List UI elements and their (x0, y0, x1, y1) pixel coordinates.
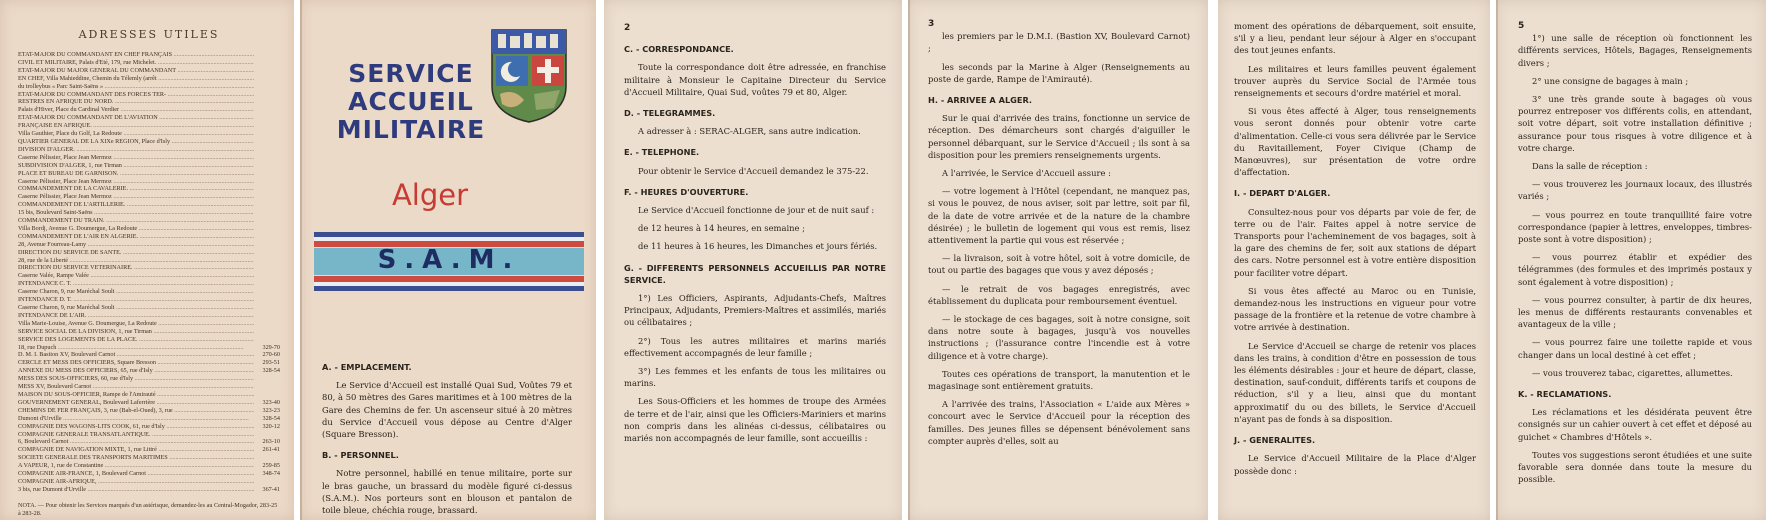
phone-number (254, 454, 280, 462)
address-text: D. M. I. Bastion XV, Boulevard Carnot ..... (18, 351, 254, 359)
phone-number (254, 280, 280, 288)
address-text: ETAT-MAJOR DU COMMANDANT DES FORCES TER- ..... (18, 91, 254, 99)
phone-number (254, 114, 280, 122)
useful-addresses-panel (0, 0, 294, 520)
paragraph: Consultez-nous pour vos départs par voie de fer, de terre ou de l'air. Faites appel à notre service de Transports pour l'acheminement de vos bagages, soit à la gare des chemins de fer, soit aux stations de départ des cars. Notre personnel est à votre entière disposition pour faciliter votre départ. (1234, 206, 1476, 278)
phone-number (254, 185, 280, 193)
address-text: Caserne Pélissier, Place Jean Mermoz ..... (18, 154, 254, 162)
address-text: Caserne Pélissier, Place Jean Mermoz ..... (18, 193, 254, 201)
address-text: SUBDIVISION D'ALGER, 1, rue Tirman ..... (18, 162, 254, 170)
section-heading: I. - DEPART D'ALGER. (1234, 188, 1331, 199)
address-row (18, 336, 280, 344)
paragraph: — vous pourrez faire une toilette rapide et vous changer dans un local destiné à cet effet ; (1518, 337, 1752, 360)
phone-number (254, 106, 280, 114)
phone-number (254, 91, 280, 99)
phone-number: 367-41 (262, 485, 280, 493)
address-row (18, 407, 280, 415)
phone-number (254, 138, 280, 146)
phone-number (254, 375, 280, 383)
phone-number (254, 233, 280, 241)
fold-line (300, 0, 302, 520)
cover-panel (300, 0, 596, 520)
fold-line (1496, 0, 1498, 520)
address-text: Caserne Charon, 9, rue Maréchal Soult ..... (18, 288, 254, 296)
page-3-body (928, 30, 1190, 447)
address-text: INTENDANCE C. T. ..... (18, 280, 254, 288)
phone-number (254, 217, 280, 225)
page-3 (908, 0, 1208, 520)
address-row (18, 233, 280, 241)
paragraph: 2° une consigne de bagages à main ; (1532, 75, 1689, 86)
address-text: GOUVERNEMENT GENERAL, Boulevard Laferrière ..... (18, 399, 254, 407)
address-text: MESS XV, Boulevard Carnot ..... (18, 383, 254, 391)
paragraph: 2°) Tous les autres militaires et marins mariés effectivement accompagnés de leur famille ; (624, 335, 886, 358)
page-2 (604, 0, 902, 520)
phone-number: 329-70 (262, 343, 280, 351)
address-text: COMPAGNIE GENERALE TRANSATLANTIQUE. ..... (18, 431, 254, 439)
page-number: 5 (1518, 21, 1525, 31)
paragraph: les seconds par la Marine à Alger (Renseignements au poste de garde, Rampe de l'Amirauté). (928, 61, 1190, 84)
paragraph: A l'arrivée des trains, l'Association « L'aide aux Mères » concourt avec le Service d'Accueil pour la réception des familles. Des jeunes filles se dépensent bénévolement sans compter auprès d'elles, soit au (928, 399, 1190, 446)
paragraph: — le retrait de vos bagages enregistrés, avec établissement du duplicata pour remboursement éventuel. (928, 283, 1190, 306)
paragraph: Les Sous-Officiers et les hommes de troupe des Armées de terre et de l'air, ainsi que les Officiers-Mariniers et marins non compris dans les alinéas ci-dessus, célibataires ou mariés non accompagnés de leur famille, sont accueillis : (624, 396, 886, 444)
phone-number (254, 431, 280, 439)
section-heading: H. - ARRIVEE A ALGER. (928, 95, 1033, 106)
address-text: Villa Marie-Louise, Avenue G. Doumergue, La Redoute ..... (18, 320, 254, 328)
address-text: 28, rue de la Liberté ..... (18, 257, 254, 265)
address-row (18, 83, 280, 91)
phone-number (254, 272, 280, 280)
address-text: Villa Gauthier, Place du Golf, La Redoute ..... (18, 130, 254, 138)
paragraph: Toutes ces opérations de transport, la manutention et le magasinage sont entièrement gratuits. (928, 368, 1190, 392)
address-row (18, 75, 280, 83)
section-heading: G. - DIFFERENTS PERSONNELS ACCUEILLIS PAR NOTRE SERVICE. (624, 262, 886, 285)
address-row (18, 399, 280, 407)
paragraph: de 12 heures à 14 heures, en semaine ; (638, 223, 805, 234)
address-row (18, 67, 280, 75)
address-row (18, 344, 280, 352)
phone-number: 348-74 (262, 470, 280, 478)
address-text: CHEMINS DE FER FRANÇAIS, 3, rue (Bab-el-Oued), 3, rue ..... (18, 407, 254, 415)
phone-number (254, 59, 280, 67)
section-heading: D. - TELEGRAMMES. (624, 108, 716, 119)
paragraph: — vous pourrez consulter, à partir de dix heures, les menus de différents restaurants convenables et avantageux de la ville ; (1518, 294, 1752, 330)
paragraph: Le Service d'Accueil fonctionne de jour et de nuit sauf : (638, 205, 875, 216)
section-heading: B. - PERSONNEL. (322, 450, 399, 461)
address-row (18, 462, 280, 470)
phone-number (254, 154, 280, 162)
phone-number: 323-23 (262, 406, 280, 414)
address-row (18, 478, 280, 486)
outer-spread-scan (0, 0, 596, 520)
inner-spread-scan-2 (1218, 0, 1766, 520)
address-text: Caserne Charon, 9, rue Maréchal Soult ..... (18, 304, 254, 312)
section-heading: J. - GENERALITES. (1234, 435, 1316, 446)
page-number: 3 (928, 19, 935, 29)
paragraph: — vous pourrez en toute tranquillité faire votre correspondance (papier à lettres, enveloppes, timbres-poste sont à votre disposition) ; (1518, 209, 1752, 245)
phone-number (254, 67, 280, 75)
address-row (18, 359, 280, 367)
addresses-note: NOTA. — Pour obtenir les Services marqués d'un astérisque, demandez-les au Central-Mogador, 283-25 à 283-28. (18, 501, 278, 517)
paragraph: — vous trouverez les journaux locaux, des illustrés variés ; (1518, 179, 1752, 202)
paragraph: Les militaires et leurs familles peuvent également trouver auprès du Service Social de l'Armée tous renseignements et secours d'ordre matériel et moral. (1234, 63, 1476, 99)
phone-number (254, 225, 280, 233)
address-text: COMMANDEMENT DE LA CAVALERIE. ..... (18, 185, 254, 193)
address-row (18, 217, 280, 225)
phone-number (254, 304, 280, 312)
address-row (18, 59, 280, 67)
address-row (18, 225, 280, 233)
address-text: INTENDANCE DE L'AIR. ..... (18, 312, 254, 320)
address-text: 18, rue Dupuch ..... (18, 344, 254, 352)
address-text: COMPAGNIE AIR-AFRIQUE, ..... (18, 478, 254, 486)
paragraph: — le stockage de ces bagages, soit à notre consigne, soit dans notre soute à bagages, jusqu'à vos nouvelles instructions ; (l'assurance contre l'incendie est à votre diligence et à votre charge). (928, 314, 1190, 361)
page-5-body (1518, 32, 1752, 485)
address-text: Dumont d'Urville ..... (18, 415, 254, 423)
address-row (18, 209, 280, 217)
paragraph: — la livraison, soit à votre hôtel, soit à votre domicile, de tout ou partie des bagages que vous y avez déposés ; (928, 253, 1190, 276)
address-row (18, 146, 280, 154)
address-row (18, 241, 280, 249)
address-text: SOCIETE GENERALE DES TRANSPORTS MARITIMES ..... (18, 454, 254, 462)
phone-number (254, 296, 280, 304)
paragraph: Sur le quai d'arrivée des trains, fonctionne un service de réception. Des démarcheurs sont chargés d'aiguiller le personnel débarquant, sur le Service d'Accueil ; ils sont à sa disposition pour les premiers renseignements urgents. (928, 113, 1190, 160)
phone-number (254, 383, 280, 391)
address-row (18, 383, 280, 391)
address-text: COMMANDEMENT DE L'ARTILLERIE. ..... (18, 201, 254, 209)
phone-number: 261-41 (262, 446, 280, 454)
page-2-body (624, 43, 886, 444)
phone-number (254, 249, 280, 257)
fold-line (908, 0, 910, 520)
paragraph: les premiers par le D.M.I. (Bastion XV, Boulevard Carnot) ; (928, 31, 1190, 54)
phone-number (254, 478, 280, 486)
phone-number: 263-10 (262, 438, 280, 446)
address-text: COMMANDEMENT DU TRAIN. ..... (18, 217, 254, 225)
phone-number (254, 336, 280, 344)
section-heading: K. - RECLAMATIONS. (1518, 389, 1612, 400)
address-row (18, 486, 280, 494)
address-row (18, 264, 280, 272)
paragraph: — vous pourrez établir et expédier des télégrammes (des formules et des imprimés postaux y sont également à votre disposition) ; (1518, 252, 1752, 287)
paragraph: Si vous êtes affecté à Alger, tous renseignements vous seront donnés pour obtenir votre carte d'alimentation. Celle-ci vous sera délivrée par le Service du Ravitaillement, Foyer Civique (Champ de Manœuvres), sur présentation de votre ordre d'affectation. (1234, 106, 1476, 178)
phone-number: 320-12 (262, 422, 280, 430)
address-text: COMMANDEMENT DE L'AIR EN ALGERIE. ..... (18, 233, 254, 241)
city-name: Alger (391, 178, 469, 212)
address-row (18, 272, 280, 280)
paragraph: Toutes vos suggestions seront étudiées et une suite favorable sera donnée dans toute la mesure du possible. (1518, 449, 1752, 485)
address-row (18, 304, 280, 312)
algiers-coat-of-arms-icon (490, 28, 568, 124)
address-text: DIVISION D'ALGER. ..... (18, 146, 254, 154)
phone-number (254, 241, 280, 249)
cover-title-line-3: MILITAIRE (336, 115, 486, 144)
phone-number (254, 320, 280, 328)
address-text: CIVIL ET MILITAIRE, Palais d'Eté, 179, rue Michelet. ..... (18, 59, 254, 67)
page-4 (1218, 0, 1490, 520)
paragraph: 1°) Les Officiers, Aspirants, Adjudants-Chefs, Maîtres Principaux, Adjudants, Premiers-Maîtres et assimilés, mariés ou célibataires ; (624, 293, 886, 328)
address-text: SERVICE SOCIAL DE LA DIVISION, 1, rue Tirman ..... (18, 328, 254, 336)
address-text: 6, Boulevard Carnot ..... (18, 438, 254, 446)
address-row (18, 201, 280, 209)
section-text: Notre personnel, habillé en tenue militaire, porte sur le bras gauche, un brassard du modèle figuré ci-dessus (S.A.M.). Nos porteurs sont en blouson et pantalon de toile bleue, chéchia rouge, brassard. (322, 468, 572, 516)
page-5 (1496, 0, 1766, 520)
address-text: ETAT-MAJOR DU MAJOR GENERAL DU COMMANDANT ..... (18, 67, 254, 75)
phone-number: 259-85 (262, 462, 280, 470)
address-text: ETAT-MAJOR DU COMMANDANT DE L'AVIATION ..... (18, 114, 254, 122)
address-text: INTENDANCE D. T. ..... (18, 296, 254, 304)
paragraph: Le Service d'Accueil Militaire de la Place d'Alger possède donc : (1234, 453, 1476, 476)
phone-number (254, 178, 280, 186)
address-text: QUARTIER GENERAL DE LA XIXe REGION, Place d'Isly ..... (18, 138, 254, 146)
section-heading: A. - EMPLACEMENT. (322, 362, 412, 372)
address-text: FRANÇAISE EN AFRIQUE. ..... (18, 122, 254, 130)
phone-number (254, 130, 280, 138)
page-4-body (1234, 20, 1476, 477)
section-heading: F. - HEURES D'OUVERTURE. (624, 186, 749, 197)
address-row (18, 178, 280, 186)
phone-number: 328-54 (262, 367, 280, 375)
cover-sections (322, 352, 572, 520)
phone-number (254, 328, 280, 336)
address-text: ANNEXE DU MESS DES OFFICIERS, 65, rue d'Isly ..... (18, 367, 254, 375)
address-row (18, 438, 280, 446)
phone-number (254, 312, 280, 320)
cover-title (326, 60, 496, 144)
address-text: MESS DES SOUS-OFFICIERS, 60, rue d'Isly ..... (18, 375, 254, 383)
paragraph: A l'arrivée, le Service d'Accueil assure : (942, 168, 1111, 179)
address-text: DIRECTION DU SERVICE VETERINAIRE. ..... (18, 264, 254, 272)
phone-number: 293-51 (262, 359, 280, 367)
address-text: Caserne Pélissier, Place Jean Mermoz ..... (18, 178, 254, 186)
phone-number (254, 201, 280, 209)
address-row (18, 154, 280, 162)
address-row (18, 51, 280, 59)
phone-number (254, 264, 280, 272)
address-row (18, 375, 280, 383)
address-row (18, 454, 280, 462)
address-text: Villa Bordj, Avenue G. Doumergue, La Redoute ..... (18, 225, 254, 233)
address-text: DIRECTION DU SERVICE DE SANTE. ..... (18, 249, 254, 257)
address-row (18, 367, 280, 375)
address-text: COMPAGNIE AIR-FRANCE, 1, Boulevard Carnot ..... (18, 470, 254, 478)
address-text: ETAT-MAJOR DU COMMANDANT EN CHEF FRANÇAIS ..... (18, 51, 254, 59)
inner-spread-scan-1 (604, 0, 1208, 520)
address-row (18, 423, 280, 431)
page-number: 2 (624, 23, 631, 33)
phone-number (254, 75, 280, 83)
section-text: Le Service d'Accueil est installé Quai Sud, Voûtes 79 et 80, à 50 mètres des Gares maritimes et à 100 mètres de la Gare des Chemins de fer. Un ascenseur situé à 20 mètres du Service d'Accueil vous dépose au Centre d'Alger (Square Bresson). (322, 380, 572, 440)
address-row (18, 138, 280, 146)
phone-number (254, 146, 280, 154)
cover-title-line-1: SERVICE (348, 59, 474, 88)
paragraph: — votre logement à l'Hôtel (cependant, ne manquez pas, si vous le pouvez, de nous aviser, soit par lettre, soit par fil, de la date de votre arrivée et de la nature de la chambre désirée) ; le bulletin de logement qui vous est remis, lisez attentivement la partie qui vous est réservée ; (928, 186, 1190, 246)
phone-number (254, 209, 280, 217)
address-row (18, 470, 280, 478)
sam-acronym: S.A.M. (377, 245, 521, 275)
paragraph: Toute la correspondance doit être adressée, en franchise militaire à Monsieur le Capitaine Directeur du Service d'Accueil Militaire, Quai Sud, voûtes 79 et 80, Alger. (624, 62, 886, 97)
address-row (18, 130, 280, 138)
paragraph: Dans la salle de réception : (1532, 161, 1648, 172)
address-row (18, 122, 280, 130)
address-row (18, 320, 280, 328)
phone-number (254, 51, 280, 59)
paragraph: A adresser à : SERAC-ALGER, sans autre indication. (638, 126, 861, 137)
phone-number (254, 162, 280, 170)
address-row (18, 446, 280, 454)
address-text: COMPAGNIE DE NAVIGATION MIXTE, 1, rue Littré ..... (18, 446, 254, 454)
phone-number (254, 193, 280, 201)
address-row (18, 415, 280, 423)
phone-number: 323-40 (262, 398, 280, 406)
section-heading: C. - CORRESPONDANCE. (624, 44, 734, 55)
address-row (18, 185, 280, 193)
address-row (18, 288, 280, 296)
address-row (18, 98, 280, 106)
address-text: MAISON DU SOUS-OFFICIER, Rampe de l'Amirauté ..... (18, 391, 254, 399)
address-row (18, 391, 280, 399)
address-row (18, 296, 280, 304)
address-text: Caserne Valée, Rampe Valée ..... (18, 272, 254, 280)
address-text: 28, Avenue Fourreau-Lamy ..... (18, 241, 254, 249)
phone-number (254, 122, 280, 130)
address-row (18, 114, 280, 122)
section-heading: E. - TELEPHONE. (624, 147, 700, 158)
paragraph: 3°) Les femmes et les enfants de tous les militaires ou marins. (624, 366, 886, 389)
paragraph: 3° une très grande soute à bagages où vous pourrez entreposer vos différents colis, en attendant, soit votre départ, soit votre installation définitive ; assurance pour tous risques à votre diligence et à votre charge. (1518, 94, 1752, 153)
phone-number: 328-54 (262, 414, 280, 422)
paragraph: Le Service d'Accueil se charge de retenir vos places dans les trains, à condition d'être en possession de tous les éléments désirables : jour et heure de départ, classe, destination, sauf-conduit, différents tarifs et coupons de réduction, s'il y a lieu, ainsi que du montant approximatif du ou des billets, le Service d'Accueil n'ayant pas de fonds à sa disposition. (1234, 340, 1476, 424)
phone-number (254, 170, 280, 178)
paragraph: Si vous êtes affecté au Maroc ou en Tunisie, demandez-nous les instructions en vigueur pour votre passage de la frontière et la retenue de votre chambre à votre arrivée à destination. (1234, 285, 1476, 333)
address-row (18, 249, 280, 257)
phone-number (254, 288, 280, 296)
address-row (18, 328, 280, 336)
paragraph: Les réclamations et les désidérata peuvent être consignés sur un cahier ouvert à cet effet et déposé au guichet « Chambres d'Hôtels ». (1518, 407, 1752, 442)
phone-number (254, 83, 280, 91)
address-text: du trolleybus « Parc Saint-Saëns » ..... (18, 83, 254, 91)
address-row (18, 106, 280, 114)
addresses-list (18, 51, 280, 494)
address-text: CERCLE ET MESS DES OFFICIERS, Square Bresson ..... (18, 359, 254, 367)
paragraph: — vous trouverez tabac, cigarettes, allumettes. (1532, 367, 1733, 378)
paragraph: moment des opérations de débarquement, soit ensuite, s'il y a lieu, pendant leur séjour à Alger en s'occupant des tout jeunes enfants. (1234, 21, 1476, 56)
address-row (18, 162, 280, 170)
address-text: Palais d'Hiver, Place du Cardinal Verdier ..... (18, 106, 254, 114)
address-row (18, 431, 280, 439)
address-row (18, 351, 280, 359)
address-row (18, 170, 280, 178)
address-row (18, 257, 280, 265)
address-text: COMPAGNIE DES WAGONS-LITS COOK, 61, rue d'Isly ..... (18, 423, 254, 431)
address-text: 15 bis, Boulevard Saint-Saëns ..... (18, 209, 254, 217)
phone-number: 270-60 (262, 351, 280, 359)
address-row (18, 312, 280, 320)
address-row (18, 280, 280, 288)
paragraph: 1°) une salle de réception où fonctionnent les différents services, Hôtels, Bagages, Renseignements divers ; (1518, 33, 1752, 68)
paragraph: Pour obtenir le Service d'Accueil demandez le 375-22. (638, 165, 869, 176)
address-text: EN CHEF, Villa Mahieddine, Chemin du Télemly (arrêt ..... (18, 75, 254, 83)
addresses-title: ADRESSES UTILES (78, 28, 220, 41)
address-text: SERVICE DES LOGEMENTS DE LA PLACE. ..... (18, 336, 254, 344)
phone-number (254, 257, 280, 265)
address-text: PLACE ET BUREAU DE GARNISON. ..... (18, 170, 254, 178)
address-text: A VAPEUR, 1, rue de Constantine ..... (18, 462, 254, 470)
armband-stripe (314, 286, 584, 291)
paragraph: de 11 heures à 16 heures, les Dimanches et jours fériés. (638, 241, 878, 252)
address-text: 3 bis, rue Dumont d'Urville ..... (18, 486, 254, 494)
address-text: RESTRES EN AFRIQUE DU NORD. ..... (18, 98, 254, 106)
phone-number (254, 98, 280, 106)
cover-title-line-2: ACCUEIL (348, 87, 474, 116)
address-row (18, 193, 280, 201)
address-row (18, 91, 280, 99)
phone-number (254, 391, 280, 399)
